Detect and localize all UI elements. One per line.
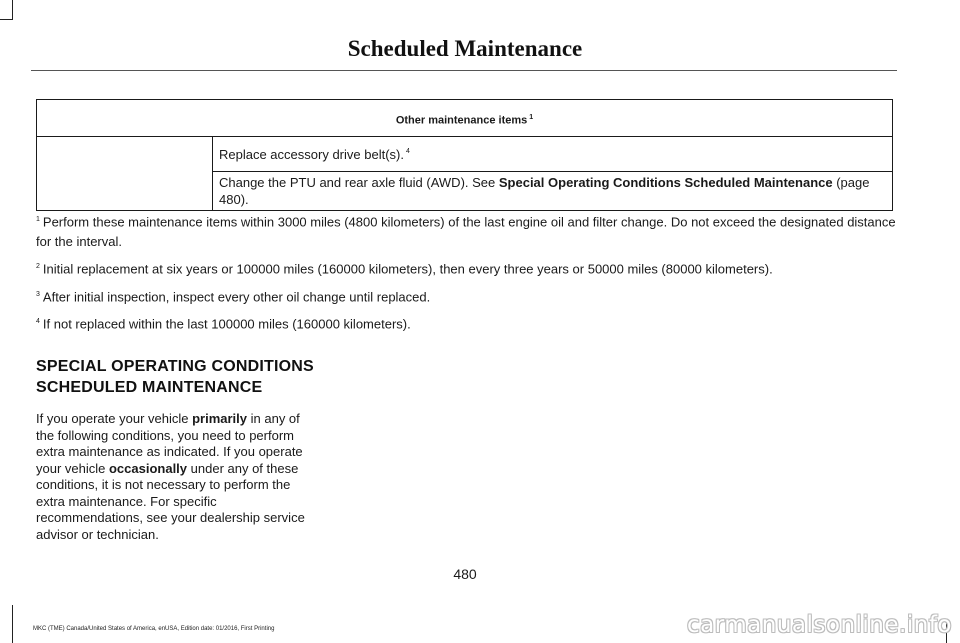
footnote (36, 210, 898, 252)
footnote-text: Initial replacement at six years or 100000 miles (160000 kilometers), then every three years or 50000 miles (80000 kilometers). (42, 261, 773, 277)
crop-mark-top-left-h (0, 19, 13, 20)
footnote-text: If not replaced within the last 100000 miles (160000 kilometers). (42, 316, 411, 332)
special-conditions-cross-reference[interactable]: Special Operating Conditions Scheduled Maintenance (498, 175, 833, 190)
footnote-mark: 4 (36, 317, 40, 325)
footnotes (36, 210, 898, 339)
drive-belt-footnote-ref: 4 (405, 148, 410, 156)
section-paragraph (36, 411, 312, 543)
footnote (36, 257, 898, 279)
table-empty-cell (37, 137, 213, 211)
footnote-text: After initial inspection, inspect every other oil change until replaced. (42, 288, 431, 304)
page-header-title: Scheduled Maintenance (347, 36, 583, 61)
maintenance-table (36, 99, 893, 211)
paragraph-text: under any of these conditions, it is not necessary to perform the extra maintenance. For specific recommendations, see your dealership service advisor or technician. (36, 460, 305, 542)
footnote-mark: 2 (36, 263, 40, 271)
drive-belt-item-text: Replace accessory drive belt(s). (219, 146, 404, 162)
table-heading-text: Other maintenance items (395, 114, 528, 127)
watermark: carmanualsonline.info (686, 612, 952, 638)
page-number: 480 (453, 566, 477, 582)
paragraph-text: If you operate your vehicle (36, 411, 193, 426)
table-heading-footnote-ref: 1 (529, 113, 534, 121)
section-heading-line1: SPECIAL OPERATING CONDITIONS (36, 358, 314, 375)
paragraph-emphasis-primarily: primarily (192, 411, 248, 426)
footnote-text: Perform these maintenance items within 3000 miles (4800 kilometers) of the last engine oil and filter change. Do not exceed the designated distance for the interval. (36, 214, 896, 250)
table-cell (213, 172, 893, 211)
table-header-row (37, 100, 893, 137)
section-heading-line2: SCHEDULED MAINTENANCE (36, 379, 263, 396)
table-row (37, 137, 893, 172)
footnote-mark: 3 (36, 290, 40, 298)
footnote (36, 285, 898, 307)
ptu-fluid-page-reference: (page 480). (219, 175, 870, 207)
paragraph-text: in any of the following conditions, you need to perform extra maintenance as indicated. If you operate your vehicle (36, 411, 303, 476)
table-cell (213, 137, 893, 172)
paragraph-emphasis-occasionally: occasionally (108, 460, 188, 476)
header-divider (31, 70, 897, 71)
footnote-mark: 1 (36, 216, 40, 223)
crop-mark-bottom-left (12, 605, 13, 643)
crop-mark-top-left (12, 0, 13, 20)
table-heading (37, 100, 893, 137)
footnote (36, 312, 898, 334)
edition-footer: MKC (TME) Canada/United States of America, enUSA, Edition date: 01/2016, First Printing (33, 626, 275, 632)
ptu-fluid-item-text: Change the PTU and rear axle fluid (AWD). See (219, 175, 499, 190)
